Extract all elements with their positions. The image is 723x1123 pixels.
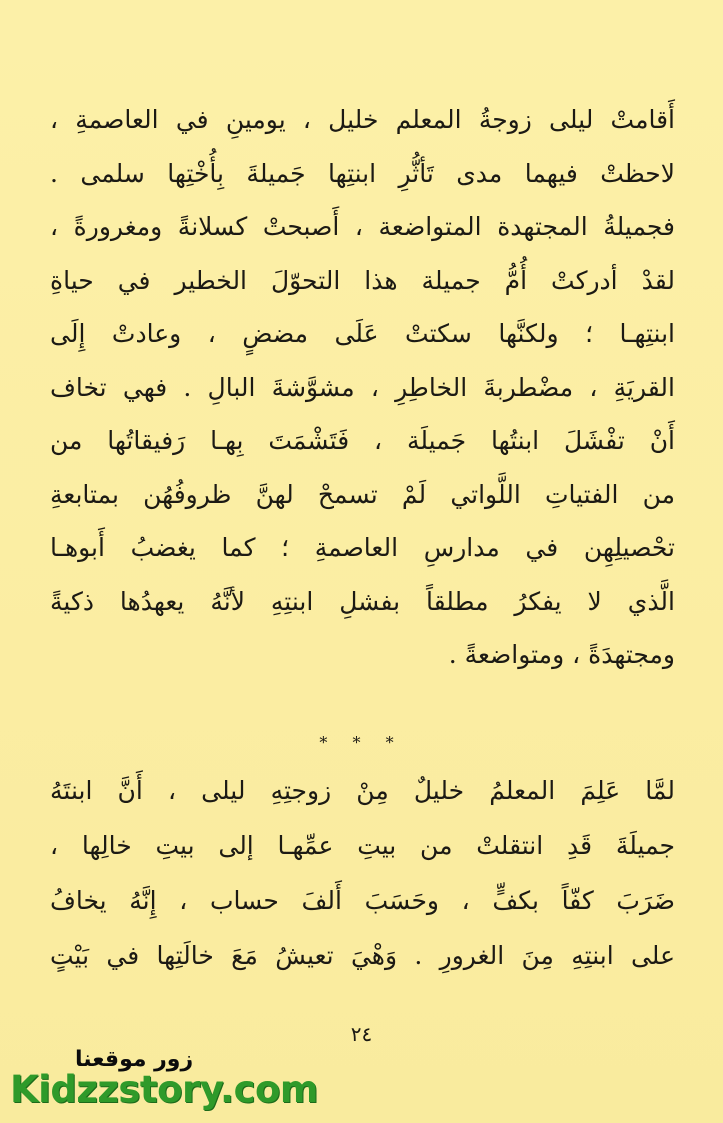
text-line: ابنتِهـا ؛ ولكنَّها سكتتْ عَلَى مضضٍ ، وعادتْ إِلَى <box>50 319 675 348</box>
paragraph-1 <box>50 93 675 682</box>
text-line: على ابنتِهِ مِنَ الغرورِ . وَهْيَ تعيشُ مَعَ خالَتِها في بَيْتٍ <box>50 941 675 970</box>
text-line: القريَةِ ، مضْطربةَ الخاطِرِ ، مشوَّشةَ البالِ . فهي تخاف <box>50 372 675 402</box>
text-line: ومجتهدَةً ، ومتواضعةً . <box>448 640 675 669</box>
section-separator: * * * <box>319 733 404 752</box>
page-number: ٢٤ <box>350 1022 373 1046</box>
text-line: الَّذي لا يفكرُ مطلقاً بفشلِ ابنتِهِ لأنَّهُ يعهدُها ذكيةً <box>50 586 675 616</box>
watermark-site-logo: Kidzzstory.com <box>10 1068 318 1111</box>
text-line: تحْصيلِهِن في مدارسِ العاصمةِ ؛ كما يغضبُ أَبوهـا <box>50 533 675 562</box>
text-line: أَنْ تفْشَلَ ابنتُها جَميلَة ، فَتَشْمَتَ بِهـا رَفيقاتُها من <box>50 426 675 455</box>
text-line: لاحظتْ فيهما مدى تَأثُّرِ ابنتِها جَميلةَ بِأُخْتِها سلمى . <box>50 158 675 188</box>
text-line: من الفتياتِ اللَّواتي لَمْ تسمحْ لهنَّ ظروفُهُن بمتابعةِ <box>50 479 675 509</box>
text-line: لقدْ أدركتْ أُمُّ جميلة هذا التحوّلَ الخطير في حياةِ <box>50 265 675 295</box>
text-line: جميلَةَ قَدِ انتقلتْ من بيتِ عمِّهـا إلى بيتِ خالِها ، <box>50 831 675 860</box>
paragraph-2 <box>50 763 675 983</box>
text-line: لمَّا عَلِمَ المعلمُ خليلٌ مِنْ زوجتِهِ ليلى ، أَنَّ ابنتَهُ <box>50 776 675 805</box>
text-line: ضَرَبَ كفّاً بكفٍّ ، وحَسَبَ أَلفَ حساب ، إِنَّهُ يخافُ <box>50 886 675 915</box>
watermark-visit-text: زور موقعنا <box>75 1047 194 1072</box>
text-line: فجميلةُ المجتهدة المتواضعة ، أَصبحتْ كسلانةً ومغرورةً ، <box>50 212 675 241</box>
text-line: أَقامتْ ليلى زوجةُ المعلم خليل ، يومينِ في العاصمةِ ، <box>50 105 675 134</box>
